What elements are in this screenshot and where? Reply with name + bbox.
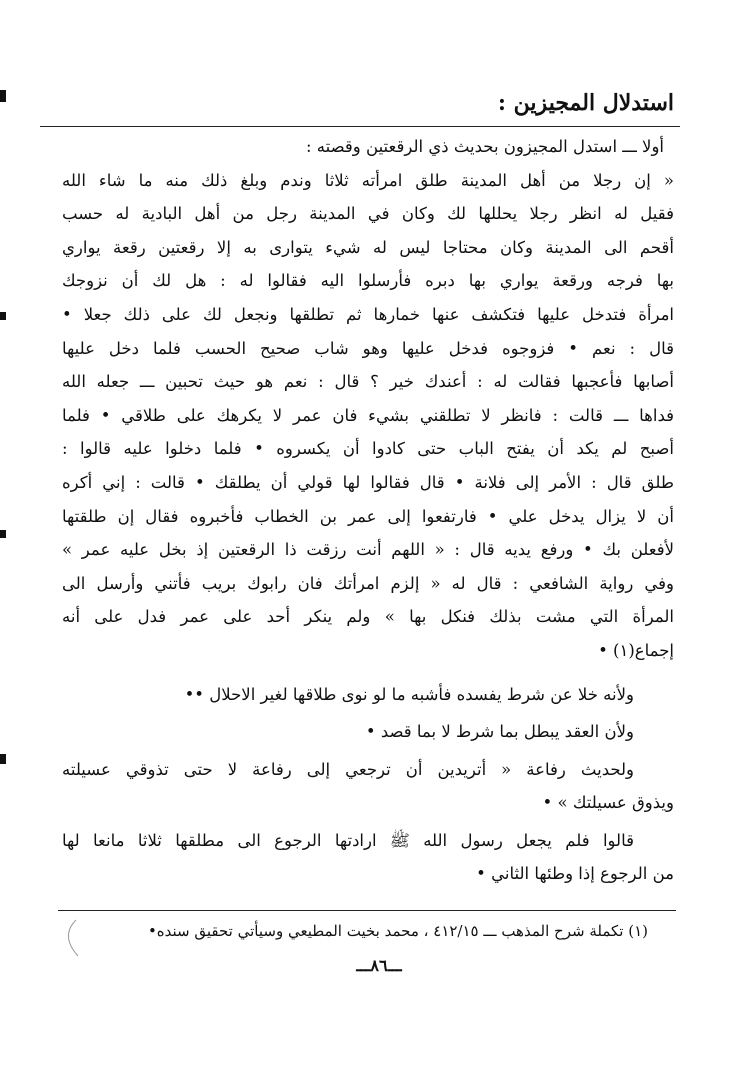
text-line: إجماع(١) • <box>598 640 674 660</box>
section-title: استدلال المجيزين : <box>497 90 674 116</box>
scan-edge-mark <box>0 530 6 538</box>
text-line: من الرجوع إذا وطئها الثاني • <box>476 864 674 884</box>
text-line: قالوا فلم يجعل رسول الله ﷺ ارادتها الرجوع الى مطلقها ثلاثا مانعا لها <box>62 830 634 850</box>
footnote-divider <box>58 910 676 911</box>
text-line: طلق قال : الأمر إلى فلانة • قال فقالوا لها قولي أن يطلقك • قالت : إني أكره <box>62 472 674 492</box>
text-line: ولأنه خلا عن شرط يفسده فأشبه ما لو نوى طلاقها لغير الاحلال •• <box>184 684 634 704</box>
text-line: فقيل له انظر رجلا يحللها لك وكان في المدينة رجل من أهل البادية له حسب <box>62 204 674 224</box>
text-line: امرأة فتدخل عليها فتكشف عنها خمارها ثم تطلقها ونجعل لك على ذلك جعلا • <box>62 304 674 324</box>
scan-edge-mark <box>0 90 6 102</box>
text-line: بها فرجه ورقعة يواري بها دبره فأرسلوا اليه فقالوا له : هل لك أن نزوجك <box>62 271 674 291</box>
text-line: أصبح لم يكد أن يفتح الباب حتى كادوا أن يكسروه • فلما دخلوا عليه قالوا : <box>62 439 674 459</box>
footnote: (١) تكملة شرح المذهب ـــ ٤١٢/١٥ ، محمد بخيت المطيعي وسيأتي تحقيق سنده• <box>147 922 648 940</box>
section-header <box>40 86 680 127</box>
text-line: المرأة التي مشت بذلك فنكل بها » ولم ينكر أحد على عمر فدل على أنه <box>62 607 674 627</box>
text-line: ولحديث رفاعة « أتريدين أن ترجعي إلى رفاعة لا حتى تذوقي عسيلته <box>62 759 634 779</box>
text-line: أصابها فأعجبها فقالت له : أعندك خير ؟ قال : نعم هو حيث تحبين ـــ جعله الله <box>62 372 674 392</box>
text-line: قال : نعم • فزوجوه فدخل عليها وهو شاب صحيح الحسب فلما دخل عليها <box>62 338 674 358</box>
scan-edge-mark <box>0 312 6 320</box>
text-line: أن لا يزال يدخل علي • فارتفعوا إلى عمر بن الخطاب فأخبروه فقال إن طلقتها <box>62 506 674 526</box>
text-line: ولأن العقد يبطل بما شرط لا بما قصد • <box>365 722 634 742</box>
scan-artifact-curve <box>56 918 86 958</box>
page-number: ـــ٨٦ـــ <box>356 956 402 975</box>
text-line: أقحم الى المدينة وكان محتاجا ليس له شيء يتوارى به إلا رقعتين رقعة يواري <box>62 237 674 257</box>
text-line: « إن رجلا من أهل المدينة طلق امرأته ثلاثا وندم وبلغ ذلك منه ما شاء الله <box>62 170 674 190</box>
text-line: ويذوق عسيلتك » • <box>542 793 674 813</box>
scan-edge-mark <box>0 754 6 764</box>
text-line: أولا ـــ استدل المجيزون بحديث ذي الرقعتين وقصته : <box>305 137 664 156</box>
body-text <box>62 130 674 891</box>
text-line: وفي رواية الشافعي : قال له « إلزم امرأتك فان رابوك بريب فأتني وأرسل الى <box>62 573 674 593</box>
text-line: فداها ـــ قالت : فانظر لا تطلقني بشيء فان عمر لا يكرهك على طلاقي • فلما <box>62 405 674 425</box>
text-line: لأفعلن بك • ورفع يديه قال : « اللهم أنت رزقت ذا الرقعتين إذ بخل عليه عمر » <box>62 540 674 560</box>
